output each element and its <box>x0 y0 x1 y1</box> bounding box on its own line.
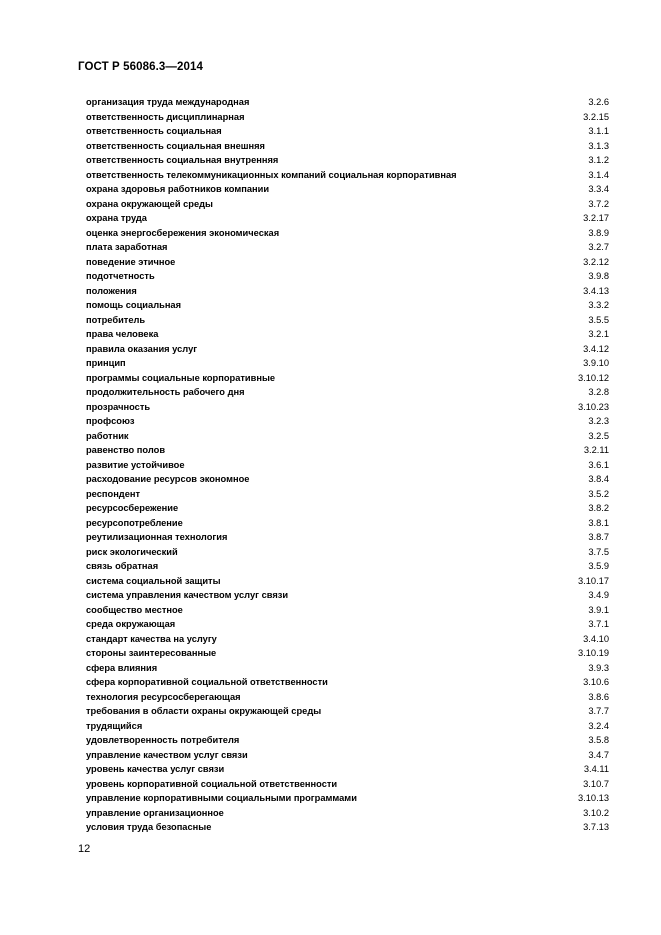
index-term: среда окружающая <box>86 619 176 629</box>
index-entry <box>86 487 609 502</box>
index-entry <box>86 168 609 183</box>
index-clause-ref: 3.7.5 <box>588 546 609 557</box>
index-clause-ref: 3.7.13 <box>583 822 609 832</box>
index-clause-ref: 3.10.19 <box>577 648 609 658</box>
index-entry <box>86 429 609 444</box>
index-entry <box>86 559 609 574</box>
index-entry <box>86 197 609 212</box>
index-term: ответственность социальная внешняя <box>86 140 265 151</box>
index-clause-ref: 3.1.1 <box>588 126 609 136</box>
index-clause-ref: 3.10.12 <box>577 372 609 383</box>
index-clause-ref: 3.9.3 <box>588 662 609 673</box>
index-clause-ref: 3.3.4 <box>588 184 609 194</box>
index-clause-ref: 3.4.11 <box>583 764 609 774</box>
index-term: положения <box>86 285 137 296</box>
index-term: управление организационное <box>86 807 224 818</box>
index-clause-ref: 3.8.9 <box>588 227 609 238</box>
index-entry <box>86 139 609 154</box>
index-term: ответственность социальная внутренняя <box>86 155 279 165</box>
index-entry <box>86 748 609 763</box>
index-term: ответственность социальная <box>86 126 222 136</box>
index-clause-ref: 3.2.15 <box>583 111 609 122</box>
index-entry <box>86 298 609 313</box>
index-clause-ref: 3.10.23 <box>577 401 609 412</box>
index-entry <box>86 646 609 661</box>
index-entry <box>86 327 609 342</box>
index-term: сфера корпоративной социальной ответственности <box>86 677 328 687</box>
index-entry <box>86 269 609 284</box>
index-clause-ref: 3.2.6 <box>588 97 609 107</box>
index-term: работник <box>86 430 129 441</box>
index-term: ресурсосбережение <box>86 503 179 513</box>
index-term: сфера влияния <box>86 662 158 673</box>
index-term: программы социальные корпоративные <box>86 372 276 383</box>
index-entry <box>86 182 609 197</box>
index-clause-ref: 3.2.8 <box>588 387 609 397</box>
index-term: ответственность телекоммуникационных компаний социальная корпоративная <box>86 169 457 180</box>
index-entry <box>86 284 609 299</box>
index-entry <box>86 458 609 473</box>
index-clause-ref: 3.8.2 <box>588 503 609 513</box>
index-entry <box>86 762 609 777</box>
index-entry <box>86 472 609 487</box>
index-clause-ref: 3.10.6 <box>583 677 609 687</box>
index-term: охрана труда <box>86 213 147 223</box>
index-entry <box>86 501 609 516</box>
index-entry <box>86 704 609 719</box>
index-term: расходование ресурсов экономное <box>86 474 250 484</box>
index-clause-ref: 3.5.5 <box>588 314 609 325</box>
index-entry <box>86 574 609 589</box>
index-term: охрана окружающей среды <box>86 198 213 209</box>
index-clause-ref: 3.7.7 <box>588 706 609 716</box>
index-clause-ref: 3.4.13 <box>583 285 609 296</box>
index-entry <box>86 632 609 647</box>
index-entry <box>86 414 609 429</box>
index-term: продолжительность рабочего дня <box>86 387 245 397</box>
index-term: стандарт качества на услугу <box>86 633 217 644</box>
index-term: трудящийся <box>86 720 143 731</box>
index-entry <box>86 690 609 705</box>
index-clause-ref: 3.6.1 <box>588 459 609 470</box>
index-clause-ref: 3.5.2 <box>588 488 609 499</box>
index-term: оценка энергосбережения экономическая <box>86 227 280 238</box>
index-term: респондент <box>86 488 141 499</box>
index-term: потребитель <box>86 314 146 325</box>
index-entry <box>86 211 609 226</box>
index-clause-ref: 3.8.4 <box>588 474 609 484</box>
index-term: правила оказания услуг <box>86 343 198 354</box>
index-term: плата заработная <box>86 242 168 252</box>
index-entry <box>86 617 609 632</box>
index-term: уровень корпоративной социальной ответственности <box>86 778 338 789</box>
index-entry <box>86 661 609 676</box>
term-index-list <box>86 95 609 835</box>
index-clause-ref: 3.1.4 <box>588 169 609 180</box>
index-clause-ref: 3.2.1 <box>588 329 609 339</box>
index-term: технология ресурсосберегающая <box>86 691 241 702</box>
index-term: ресурсопотребление <box>86 517 183 528</box>
index-term: удовлетворенность потребителя <box>86 735 240 745</box>
index-clause-ref: 3.4.7 <box>588 749 609 760</box>
index-term: организация труда международная <box>86 97 250 107</box>
index-clause-ref: 3.2.17 <box>583 213 609 223</box>
index-entry <box>86 400 609 415</box>
index-clause-ref: 3.5.9 <box>588 561 609 571</box>
index-clause-ref: 3.4.12 <box>583 343 609 354</box>
index-term: сообщество местное <box>86 604 183 615</box>
index-clause-ref: 3.2.3 <box>588 416 609 426</box>
index-term: права человека <box>86 329 159 339</box>
index-clause-ref: 3.7.2 <box>588 198 609 209</box>
index-clause-ref: 3.10.2 <box>583 807 609 818</box>
index-entry <box>86 95 609 110</box>
index-entry <box>86 342 609 357</box>
index-clause-ref: 3.2.11 <box>583 445 609 455</box>
index-clause-ref: 3.2.4 <box>588 720 609 731</box>
index-term: поведение этичное <box>86 256 176 267</box>
index-clause-ref: 3.10.17 <box>577 575 609 586</box>
index-term: охрана здоровья работников компании <box>86 184 270 194</box>
index-term: помощь социальная <box>86 300 182 310</box>
index-clause-ref: 3.2.5 <box>588 430 609 441</box>
index-entry <box>86 226 609 241</box>
index-clause-ref: 3.9.10 <box>583 358 609 368</box>
index-clause-ref: 3.7.1 <box>588 619 609 629</box>
index-clause-ref: 3.5.8 <box>588 735 609 745</box>
index-entry <box>86 530 609 545</box>
index-clause-ref: 3.2.12 <box>583 256 609 267</box>
index-entry <box>86 820 609 835</box>
index-clause-ref: 3.4.10 <box>583 633 609 644</box>
index-term: управление качеством услуг связи <box>86 749 248 760</box>
index-clause-ref: 3.8.1 <box>588 517 609 528</box>
index-clause-ref: 3.9.1 <box>588 604 609 615</box>
index-entry <box>86 733 609 748</box>
index-entry <box>86 356 609 371</box>
index-clause-ref: 3.2.7 <box>588 242 609 252</box>
index-entry <box>86 516 609 531</box>
index-clause-ref: 3.8.7 <box>588 532 609 542</box>
index-entry <box>86 719 609 734</box>
index-term: стороны заинтересованные <box>86 648 217 658</box>
index-term: подотчетность <box>86 271 155 281</box>
index-entry <box>86 545 609 560</box>
index-term: профсоюз <box>86 416 135 426</box>
index-entry <box>86 240 609 255</box>
index-clause-ref: 3.8.6 <box>588 691 609 702</box>
index-term: управление корпоративными социальными программами <box>86 793 357 803</box>
index-entry <box>86 371 609 386</box>
index-term: система социальной защиты <box>86 575 221 586</box>
index-entry <box>86 806 609 821</box>
index-clause-ref: 3.1.3 <box>588 140 609 151</box>
index-term: прозрачность <box>86 401 151 412</box>
index-entry <box>86 777 609 792</box>
index-entry <box>86 153 609 168</box>
page-number: 12 <box>78 843 91 855</box>
index-term: система управления качеством услуг связи <box>86 590 289 600</box>
index-entry <box>86 603 609 618</box>
index-term: условия труда безопасные <box>86 822 212 832</box>
index-entry <box>86 443 609 458</box>
index-entry <box>86 255 609 270</box>
index-clause-ref: 3.1.2 <box>588 155 609 165</box>
index-term: ответственность дисциплинарная <box>86 111 245 122</box>
index-entry <box>86 588 609 603</box>
index-term: принцип <box>86 358 126 368</box>
index-entry <box>86 791 609 806</box>
index-clause-ref: 3.10.7 <box>583 778 609 789</box>
index-term: реутилизационная технология <box>86 532 228 542</box>
index-clause-ref: 3.9.8 <box>588 271 609 281</box>
index-clause-ref: 3.3.2 <box>588 300 609 310</box>
index-clause-ref: 3.4.9 <box>588 590 609 600</box>
index-term: связь обратная <box>86 561 159 571</box>
page-header: ГОСТ Р 56086.3—2014 <box>78 61 203 73</box>
index-entry <box>86 110 609 125</box>
index-entry <box>86 124 609 139</box>
index-entry <box>86 675 609 690</box>
index-clause-ref: 3.10.13 <box>577 793 609 803</box>
index-term: требования в области охраны окружающей среды <box>86 706 322 716</box>
index-entry <box>86 313 609 328</box>
index-term: риск экологический <box>86 546 178 557</box>
index-term: развитие устойчивое <box>86 459 185 470</box>
index-term: уровень качества услуг связи <box>86 764 225 774</box>
index-term: равенство полов <box>86 445 166 455</box>
index-entry <box>86 385 609 400</box>
